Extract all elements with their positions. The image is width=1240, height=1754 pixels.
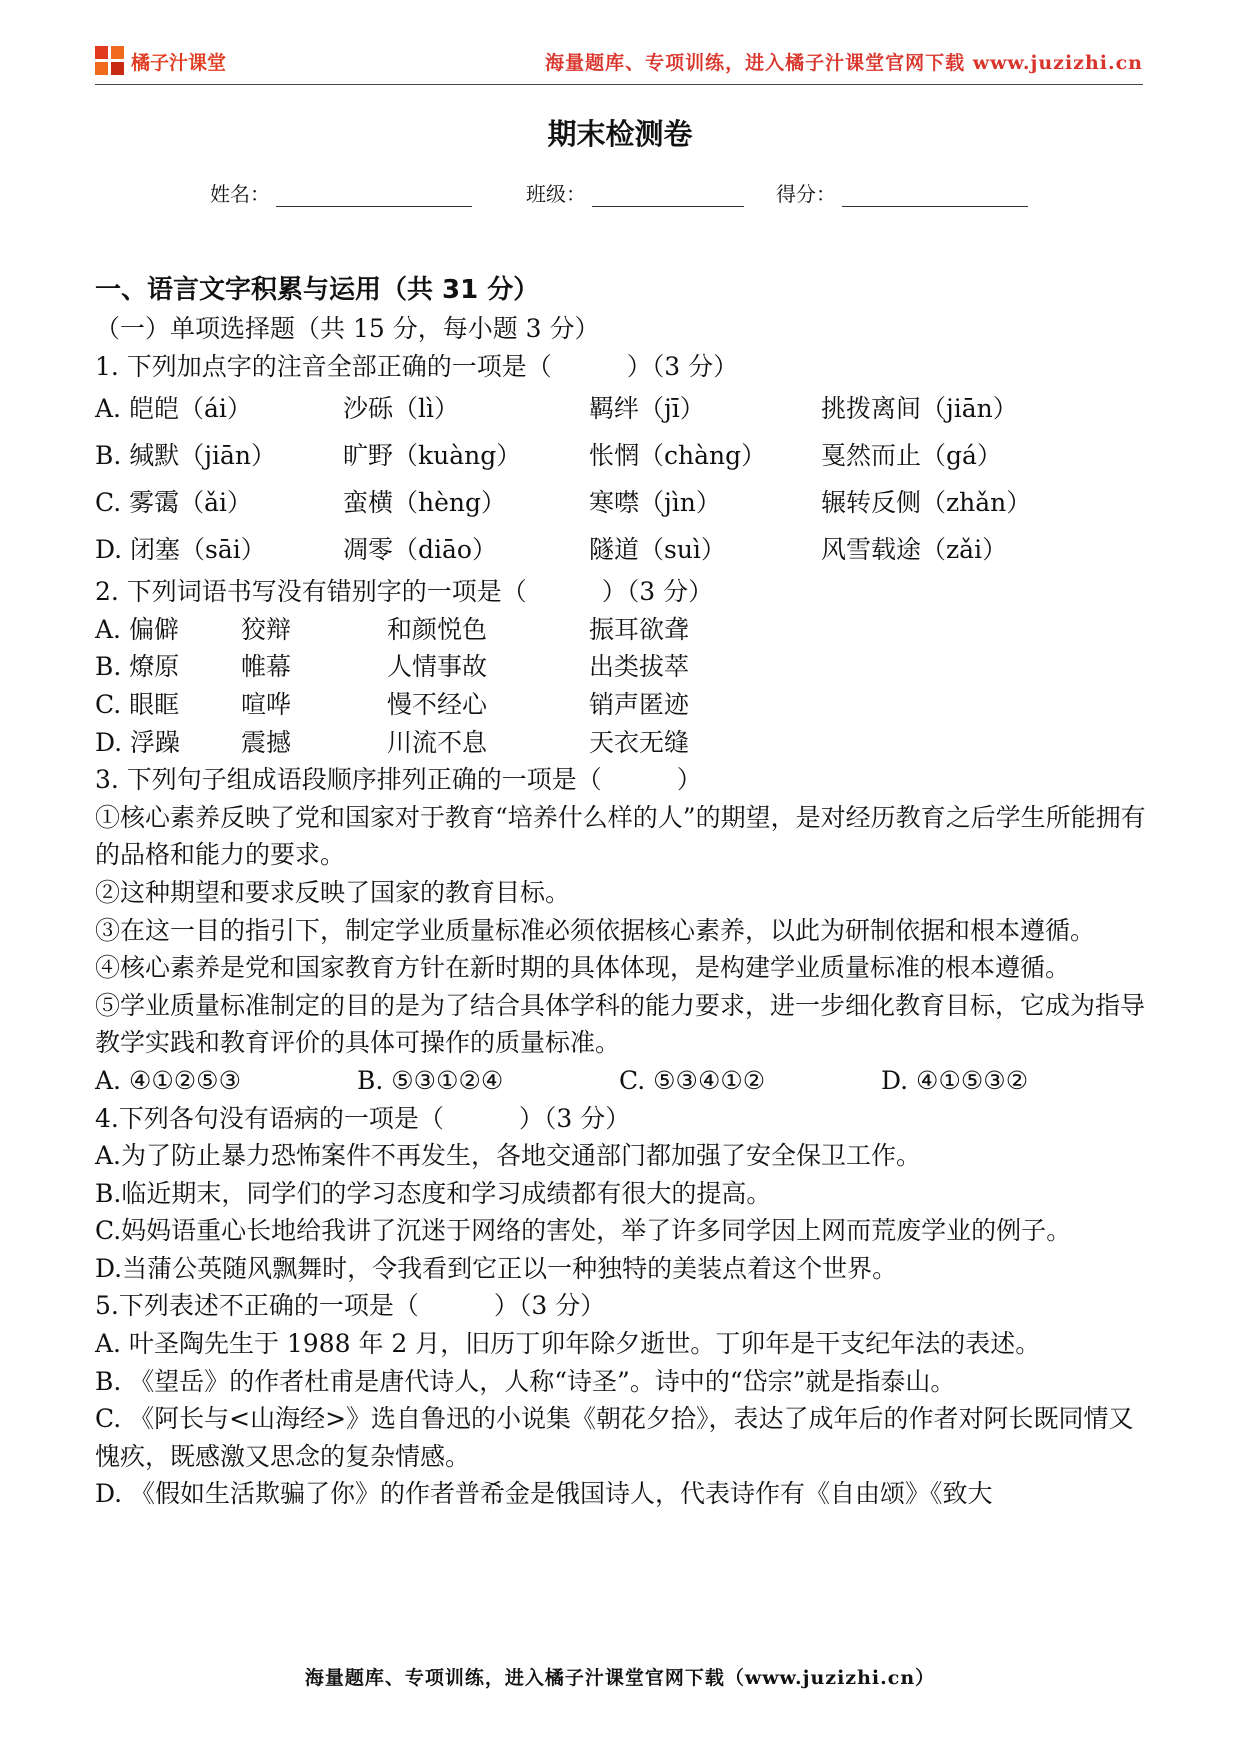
- option-item: 销声匿迹: [589, 689, 690, 719]
- logo-mark-icon: [95, 46, 125, 76]
- score-field[interactable]: [776, 178, 1028, 207]
- option-item: A. 皑皑（ái）: [95, 394, 252, 424]
- question-3-options[interactable]: [95, 1062, 1147, 1100]
- option-item: 喧哗: [241, 689, 292, 719]
- question-3-sentence-4: ④核心素养是党和国家教育方针在新时期的具体体现，是构建学业质量标准的根本遵循。: [95, 953, 1071, 983]
- page-header: [95, 40, 1143, 80]
- score-blank[interactable]: [842, 184, 1028, 207]
- class-label: 班级：: [526, 182, 586, 206]
- question-4-option-d[interactable]: D.当蒲公英随风飘舞时，令我看到它正以一种独特的美装点着这个世界。: [95, 1253, 898, 1283]
- logo-text: 橘子汁课堂: [131, 51, 227, 74]
- page-footer: 海量题库、专项训练，进入橘子汁课堂官网下载（www.juzizhi.cn）: [304, 1667, 936, 1689]
- option-item: 出类拔萃: [589, 652, 690, 682]
- score-label: 得分：: [776, 182, 836, 206]
- question-5-option-a[interactable]: A. 叶圣陶先生于 1988 年 2 月，旧历丁卯年除夕逝世。丁卯年是干支纪年法的表述。: [95, 1329, 1041, 1359]
- option-item: 寒噤（jìn）: [589, 488, 721, 518]
- option-item: C. ⑤③④①②: [619, 1065, 766, 1095]
- question-2-stem: 2. 下列词语书写没有错别字的一项是（ ）（3 分）: [95, 577, 714, 607]
- question-3-sentence-2: ②这种期望和要求反映了国家的教育目标。: [95, 877, 571, 907]
- option-item: 振耳欲聋: [589, 614, 690, 644]
- option-item: 戛然而止（gá）: [821, 441, 1002, 471]
- option-item: 震撼: [241, 727, 292, 757]
- question-2-option-d[interactable]: [95, 724, 1147, 762]
- option-item: 怅惘（chàng）: [589, 441, 767, 471]
- option-item: 挑拨离间（jiān）: [821, 394, 1018, 424]
- question-1-option-a[interactable]: [95, 385, 1147, 432]
- question-5-option-b[interactable]: B. 《望岳》的作者杜甫是唐代诗人，人称“诗圣”。诗中的“岱宗”就是指泰山。: [95, 1366, 956, 1396]
- question-4-option-a[interactable]: A.为了防止暴力恐怖案件不再发生，各地交通部门都加强了安全保卫工作。: [95, 1141, 922, 1171]
- header-slogan: 海量题库、专项训练，进入橘子汁课堂官网下载 www.juzizhi.cn: [545, 52, 1143, 74]
- option-item: 羁绊（jī）: [589, 394, 705, 424]
- question-3-sentence-1: ①核心素养反映了党和国家对于教育“培养什么样的人”的期望，是对经历教育之后学生所能拥有的品格和能力的要求。: [95, 802, 1146, 870]
- question-3-sentence-3: ③在这一目的指引下，制定学业质量标准必须依据核心素养，以此为研制依据和根本遵循。: [95, 915, 1096, 945]
- question-4-stem: 4.下列各句没有语病的一项是（ ）（3 分）: [95, 1103, 631, 1133]
- question-3-sentence-5: ⑤学业质量标准制定的目的是为了结合具体学科的能力要求，进一步细化教育目标，它成为指导教学实践和教育评价的具体可操作的质量标准。: [95, 990, 1146, 1058]
- header-divider: [95, 84, 1143, 85]
- option-item: 隧道（suì）: [589, 535, 726, 565]
- question-2-option-c[interactable]: [95, 686, 1147, 724]
- option-item: D. 浮躁: [95, 727, 181, 757]
- name-blank[interactable]: [276, 184, 472, 207]
- option-item: A. 偏僻: [95, 614, 179, 644]
- option-item: 慢不经心: [387, 689, 488, 719]
- question-3-stem: 3. 下列句子组成语段顺序排列正确的一项是（ ）: [95, 765, 702, 795]
- question-1-option-c[interactable]: [95, 479, 1147, 526]
- question-2-option-b[interactable]: [95, 648, 1147, 686]
- exam-content: [95, 270, 1147, 1513]
- option-item: D. ④①⑤③②: [881, 1065, 1029, 1095]
- option-item: 蛮横（hèng）: [343, 488, 507, 518]
- option-item: 川流不息: [387, 727, 488, 757]
- question-2-option-a[interactable]: [95, 611, 1147, 649]
- question-5-option-d[interactable]: D. 《假如生活欺骗了你》的作者普希金是俄国诗人，代表诗作有《自由颂》《致大: [95, 1479, 993, 1509]
- option-item: C. 雾霭（ǎi）: [95, 488, 253, 518]
- option-item: 狡辩: [241, 614, 292, 644]
- option-item: 风雪载途（zǎi）: [821, 535, 1008, 565]
- option-item: 凋零（diāo）: [343, 535, 497, 565]
- option-item: B. 燎原: [95, 652, 180, 682]
- option-item: 沙砾（lì）: [343, 394, 459, 424]
- question-5-stem: 5.下列表述不正确的一项是（ ）（3 分）: [95, 1291, 606, 1321]
- part-heading: （一）单项选择题（共 15 分，每小题 3 分）: [95, 314, 600, 343]
- option-item: B. 缄默（jiān）: [95, 441, 277, 471]
- option-item: 辗转反侧（zhǎn）: [821, 488, 1032, 518]
- option-item: 帷幕: [241, 652, 292, 682]
- question-1-stem: 1. 下列加点字的注音全部正确的一项是（ ）（3 分）: [95, 351, 739, 381]
- brand-logo: [95, 46, 226, 76]
- name-label: 姓名：: [210, 182, 270, 206]
- option-item: C. 眼眶: [95, 689, 180, 719]
- question-1-option-b[interactable]: [95, 432, 1147, 479]
- option-item: 旷野（kuàng）: [343, 441, 522, 471]
- option-item: D. 闭塞（sāi）: [95, 535, 266, 565]
- name-field[interactable]: [210, 178, 472, 207]
- option-item: A. ④①②⑤③: [95, 1065, 242, 1095]
- option-item: 天衣无缝: [589, 727, 690, 757]
- option-item: 人情事故: [387, 652, 488, 682]
- section-heading: 一、语言文字积累与运用（共 31 分）: [95, 275, 540, 305]
- question-4-option-c[interactable]: C.妈妈语重心长地给我讲了沉迷于网络的害处，举了许多同学因上网而荒废学业的例子。: [95, 1216, 1072, 1246]
- option-item: 和颜悦色: [387, 614, 488, 644]
- question-1-option-d[interactable]: [95, 526, 1147, 573]
- class-field[interactable]: [526, 178, 744, 207]
- page-title: 期末检测卷: [547, 117, 693, 151]
- question-5-option-c[interactable]: C. 《阿长与<山海经>》选自鲁迅的小说集《朝花夕拾》，表达了成年后的作者对阿长既同情又愧疚，既感激又思念的复杂情感。: [95, 1404, 1134, 1471]
- class-blank[interactable]: [592, 184, 744, 207]
- option-item: B. ⑤③①②④: [357, 1065, 504, 1095]
- question-4-option-b[interactable]: B.临近期末，同学们的学习态度和学习成绩都有很大的提高。: [95, 1178, 772, 1208]
